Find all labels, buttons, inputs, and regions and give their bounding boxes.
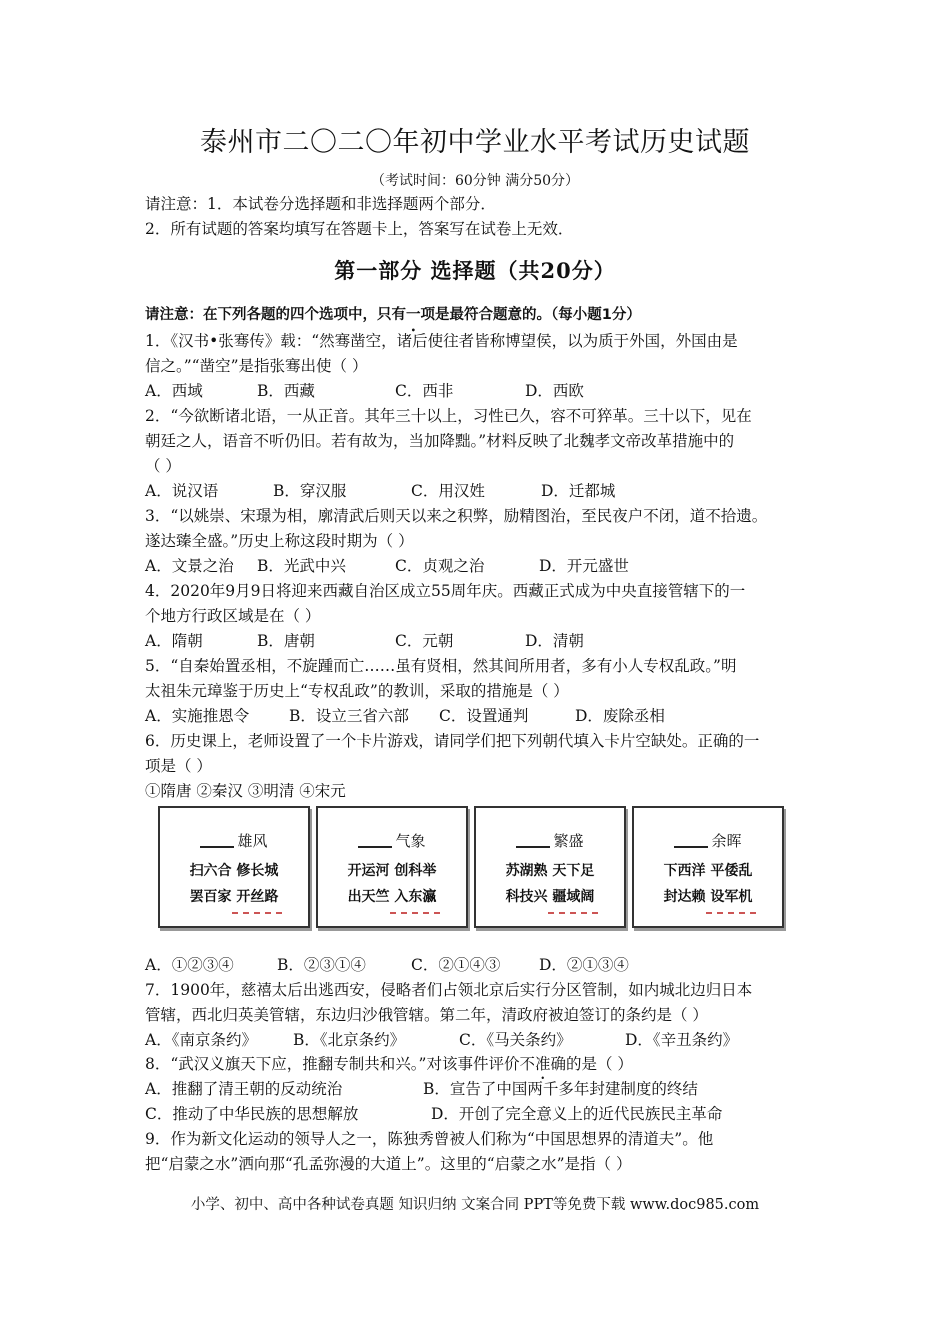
q3-options: [145, 556, 629, 576]
q4-option-d[interactable]: D．清朝: [525, 632, 584, 650]
card-3-row-2: 科技兴 疆域阔: [505, 889, 595, 905]
q3-option-b[interactable]: B．光武中兴: [257, 557, 346, 575]
q1-line-2: 信之。”“凿空”是指张骞出使（ ）: [145, 357, 368, 375]
q7-options: [145, 1030, 738, 1050]
q7-option-c[interactable]: C．《马关条约》: [459, 1031, 572, 1049]
q5-line-2: 太祖朱元璋鉴于历史上“专权乱政”的教训，采取的措施是（ ）: [145, 682, 569, 700]
q3-option-c[interactable]: C．贞观之治: [395, 557, 485, 575]
q2-line-2: 朝廷之人，语音不听仍旧。若有故为，当加降黜。”材料反映了北魏孝文帝改革措施中的: [145, 432, 735, 450]
q2-option-c[interactable]: C．用汉姓: [411, 482, 485, 500]
instruction: 请注意：在下列各题的四个选项中，只有一项是最符合题意的。（每小题1分）: [145, 307, 641, 323]
q8-options-ab: [145, 1079, 698, 1099]
q6-line-1: 6．历史课上，老师设置了一个卡片游戏，请同学们把下列朝代填入卡片空缺处。正确的一: [145, 732, 760, 750]
q6-option-c[interactable]: C．②①④③: [411, 956, 501, 974]
q8-option-c[interactable]: C．推动了中华民族的思想解放: [145, 1105, 359, 1123]
q5-option-a[interactable]: A．实施推恩令: [145, 707, 250, 725]
q5-line-1: 5．“自秦始置丞相，不旋踵而亡……虽有贤相，然其间所用者，多有小人专权乱政。”明: [145, 657, 737, 675]
q2-line-3: （ ）: [145, 457, 181, 475]
card-3-row-1: 苏湖熟 天下足: [505, 863, 595, 879]
q4-option-b[interactable]: B．唐朝: [257, 632, 315, 650]
q6-option-b[interactable]: B．②③①④: [277, 956, 366, 974]
q8-option-b[interactable]: B．宣告了中国两千多年封建制度的终结: [423, 1080, 698, 1098]
q7-line-1: 7．1900年，慈禧太后出逃西安，侵略者们占领北京后实行分区管制，如内城北边归日本: [145, 981, 753, 999]
q6-line-2: 项是（ ）: [145, 757, 212, 775]
q6-items: ①隋唐 ②秦汉 ③明清 ④宋元: [145, 782, 346, 800]
q7-option-b[interactable]: B．《北京条约》: [293, 1031, 406, 1049]
q3-option-a[interactable]: A．文景之治: [145, 557, 234, 575]
q2-options: [145, 481, 615, 501]
q4-option-a[interactable]: A．隋朝: [145, 632, 203, 650]
q6-option-a[interactable]: A．①②③④: [145, 956, 234, 974]
q3-line-1: 3．“以姚崇、宋璟为相，廓清武后则天以来之积弊，励精图治，至民夜户不闭，道不拾遗。: [145, 507, 768, 525]
q4-line-1: 4．2020年9月9日将迎来西藏自治区成立55周年庆。西藏正式成为中央直接管辖下的一: [145, 582, 746, 600]
page-footer: 小学、初中、高中各种试卷真题 知识归纳 文案合同 PPT等免费下载 www.doc985.com: [190, 1197, 760, 1213]
q2-option-a[interactable]: A．说汉语: [145, 482, 219, 500]
q2-option-d[interactable]: D．迁都城: [541, 482, 616, 500]
q9-line-2: 把“启蒙之水”洒向那“孔孟弥漫的大道上”。这里的“启蒙之水”是指（ ）: [145, 1155, 632, 1173]
card-2: [316, 806, 468, 928]
q8-option-d[interactable]: D．开创了完全意义上的近代民族民主革命: [431, 1105, 723, 1123]
q4-option-c[interactable]: C．元朝: [395, 632, 454, 650]
q1-option-b[interactable]: B．西藏: [257, 382, 315, 400]
card-1-row-2: 罢百家 开丝路: [189, 889, 279, 905]
q8-option-a[interactable]: A．推翻了清王朝的反动统治: [145, 1080, 343, 1098]
card-3: [474, 806, 626, 928]
card-3-title: 繁盛: [553, 832, 584, 850]
q2-option-b[interactable]: B．穿汉服: [273, 482, 347, 500]
card-2-row-1: 开运河 创科举: [347, 863, 437, 879]
note-2: 2．所有试题的答案均填写在答题卡上，答案写在试卷上无效．: [145, 220, 574, 238]
page-title: 泰州市二〇二〇年初中学业水平考试历史试题: [200, 127, 750, 158]
q5-option-b[interactable]: B．设立三省六部: [289, 707, 409, 725]
card-4-row-2: 封达赖 设军机: [663, 889, 753, 905]
q6-options: [145, 955, 629, 975]
exam-info: （考试时间：60分钟 满分50分）: [370, 173, 580, 189]
q4-options: [145, 631, 584, 651]
note-1: 请注意：1．本试卷分选择题和非选择题两个部分．: [145, 195, 496, 213]
card-2-title: 气象: [395, 832, 426, 850]
q7-option-d[interactable]: D．《辛丑条约》: [625, 1031, 739, 1049]
card-4-title: 余晖: [711, 832, 742, 850]
q5-options: [145, 706, 665, 726]
q3-option-d[interactable]: D．开元盛世: [539, 557, 629, 575]
q5-option-d[interactable]: D．废除丞相: [575, 707, 665, 725]
q1-line-1: 1．《汉书•张骞传》载：“然骞凿空，诸后使往者皆称博望侯，以为质于外国，外国由是: [145, 332, 738, 350]
q1-option-c[interactable]: C．西非: [395, 382, 454, 400]
q1-options: [145, 381, 584, 401]
card-2-row-2: 出天竺 入东瀛: [347, 889, 437, 905]
q9-line-1: 9．作为新文化运动的领导人之一，陈独秀曾被人们称为“中国思想界的清道夫”。他: [145, 1130, 714, 1148]
q1-option-a[interactable]: A．西域: [145, 382, 203, 400]
q7-option-a[interactable]: A．《南京条约》: [145, 1031, 257, 1049]
card-1-title: 雄风: [237, 832, 268, 850]
card-4: [632, 806, 784, 928]
q4-line-2: 个地方行政区域是在（ ）: [145, 607, 321, 625]
card-4-row-1: 下西洋 平倭乱: [663, 863, 753, 879]
q2-line-1: 2．“今欲断诸北语，一从正音。其年三十以上，习性已久，容不可猝革。三十以下，见在: [145, 407, 752, 425]
q8-stem: 8．“武汉义旗天下应，推翻专制共和兴。”对该事件评价不准确的是（ ）: [145, 1055, 633, 1073]
q1-option-d[interactable]: D．西欧: [525, 382, 584, 400]
q3-line-2: 遂达臻全盛。”历史上称这段时期为（ ）: [145, 532, 414, 550]
q6-option-d[interactable]: D．②①③④: [539, 956, 629, 974]
card-1-row-1: 扫六合 修长城: [189, 863, 279, 879]
card-game: [152, 806, 792, 936]
q5-option-c[interactable]: C．设置通判: [439, 707, 529, 725]
q7-line-2: 管辖，西北归英美管辖，东边归沙俄管辖。第二年，清政府被迫签订的条约是（ ）: [145, 1006, 708, 1024]
part-title: 第一部分 选择题（共20分）: [334, 258, 616, 283]
q8-options-cd: [145, 1104, 722, 1124]
card-1: [158, 806, 310, 928]
